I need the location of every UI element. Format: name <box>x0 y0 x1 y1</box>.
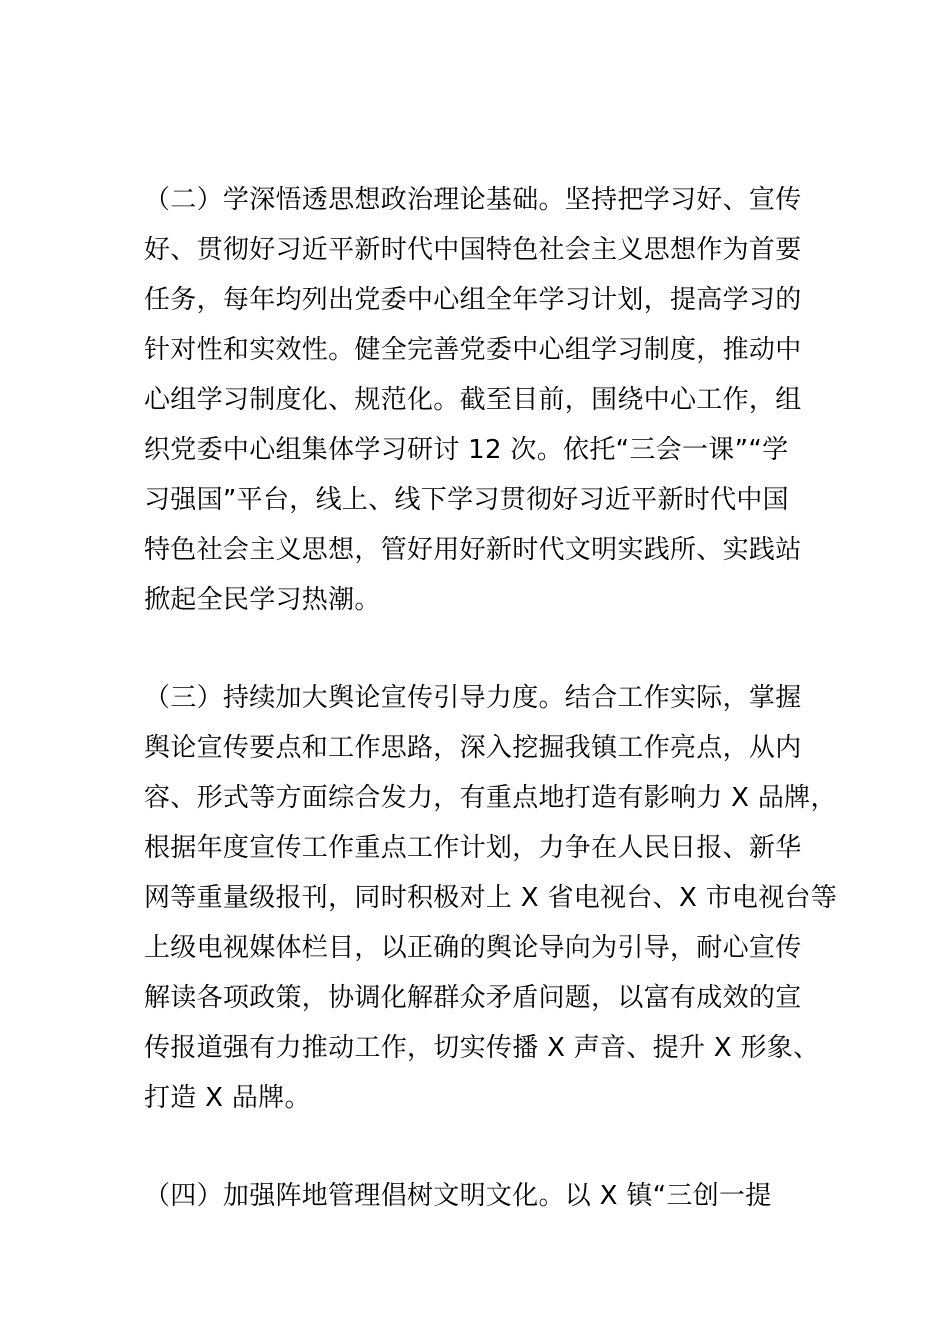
text-line: 特色社会主义思想，管好用好新时代文明实践所、实践站 <box>144 535 802 565</box>
text-line: 习强国”平台，线上、线下学习贯彻好习近平新时代中国 <box>144 485 789 515</box>
text-line: 好、贯彻好习近平新时代中国特色社会主义思想作为首要 <box>144 235 802 265</box>
text-line: 网等重量级报刊，同时积极对上 X 省电视台、X 市电视台等 <box>144 883 838 913</box>
text-line: 传报道强有力推动工作，切实传播 X 声音、提升 X 形象、 <box>144 1033 820 1063</box>
text-line: 针对性和实效性。健全完善党委中心组学习制度，推动中 <box>144 335 802 365</box>
text-line: （二）学深悟透思想政治理论基础。坚持把学习好、宣传 <box>144 185 802 215</box>
text-line: 容、形式等方面综合发力，有重点地打造有影响力 X 品牌， <box>144 783 837 813</box>
text-line: 掀起全民学习热潮。 <box>144 585 381 615</box>
text-line: 上级电视媒体栏目，以正确的舆论导向为引导，耐心宣传 <box>144 933 802 963</box>
text-line: 舆论宣传要点和工作思路，深入挖掘我镇工作亮点，从内 <box>144 733 802 763</box>
text-line: 心组学习制度化、规范化。截至目前，围绕中心工作，组 <box>144 385 802 415</box>
text-line: （三）持续加大舆论宣传引导力度。结合工作实际，掌握 <box>144 683 802 713</box>
text-line: （四）加强阵地管理倡树文明文化。以 X 镇“三创一提 <box>144 1181 772 1211</box>
paragraph-position-management <box>144 1171 814 1221</box>
text-line: 织党委中心组集体学习研讨 12 次。依托“三会一课”“学 <box>144 435 789 465</box>
text-line: 解读各项政策，协调化解群众矛盾问题，以富有成效的宣 <box>144 983 802 1013</box>
text-line: 根据年度宣传工作重点工作计划，力争在人民日报、新华 <box>144 833 802 863</box>
text-line: 任务，每年均列出党委中心组全年学习计划，提高学习的 <box>144 285 802 315</box>
paragraph-ideological-theory <box>144 175 814 625</box>
paragraph-public-opinion <box>144 673 838 1123</box>
text-line: 打造 X 品牌。 <box>144 1083 311 1113</box>
